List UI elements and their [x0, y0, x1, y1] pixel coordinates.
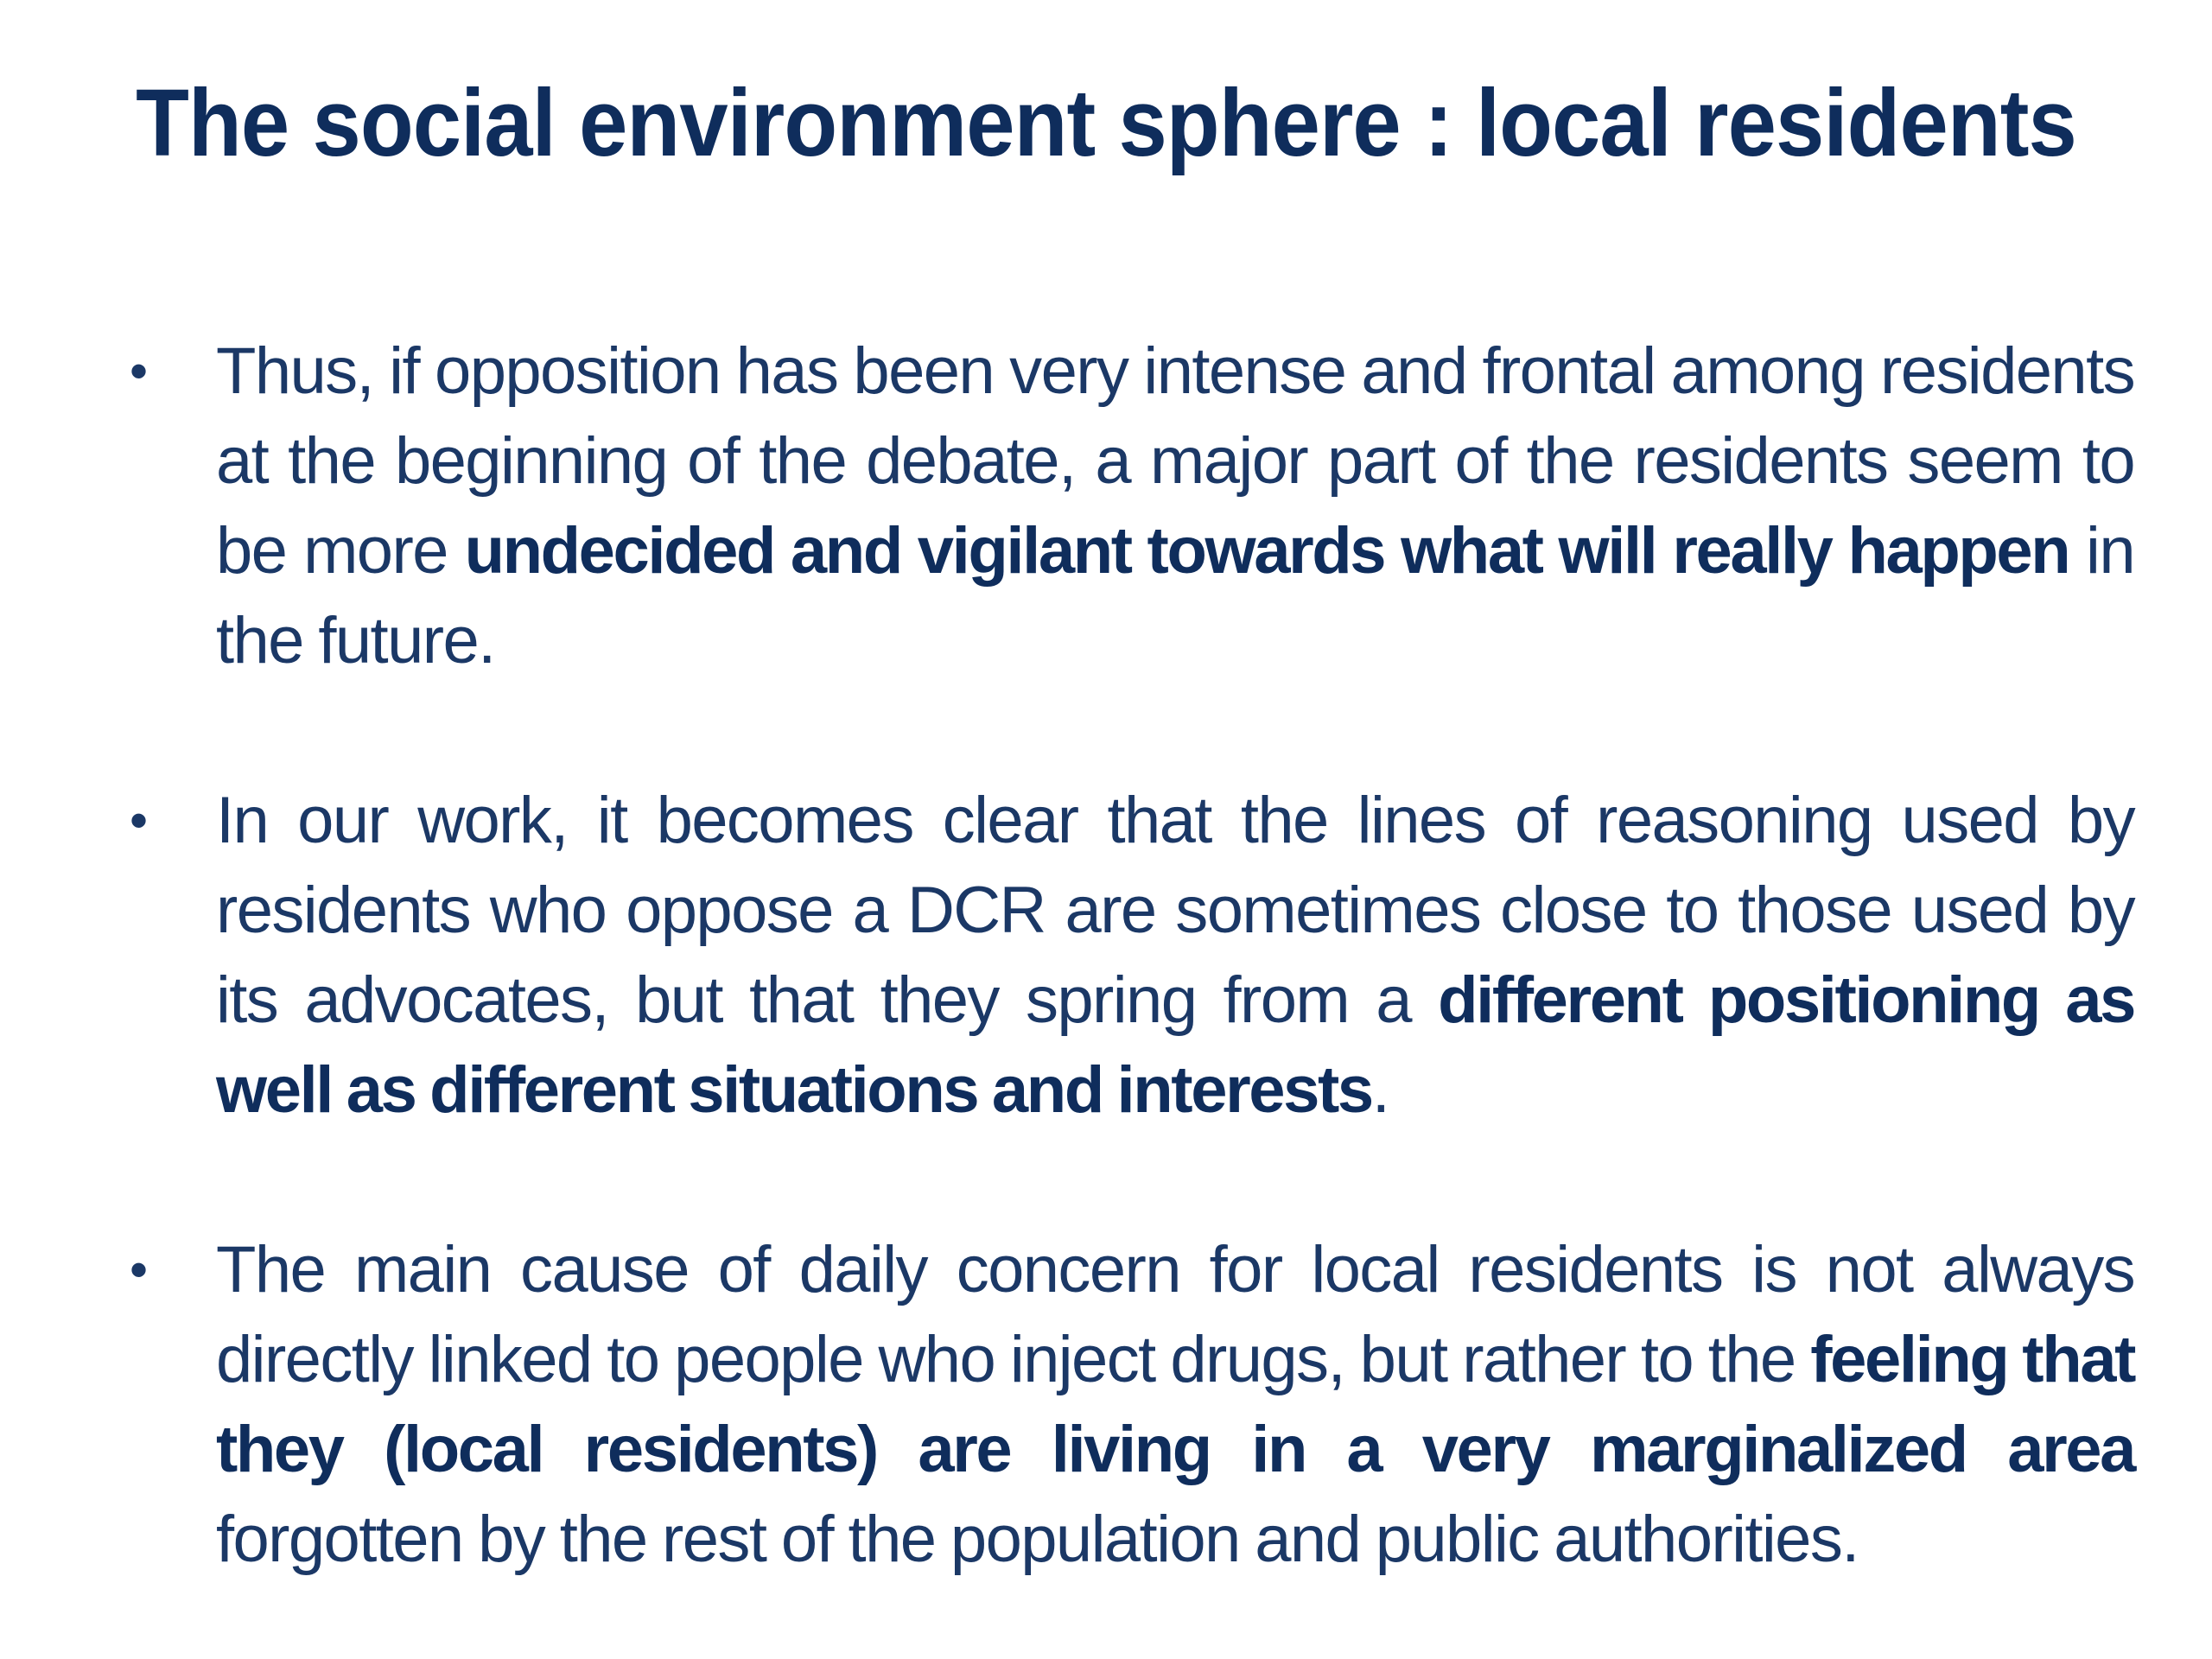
- bullet-emphasis: feeling that they (local residents) are living in a very marginalized area: [216, 1323, 2134, 1486]
- bullet-item: [130, 776, 2134, 1135]
- bullet-text: The main cause of daily concern for local residents is not always directly linked to people who inject drugs, but rather to the: [216, 1233, 2134, 1396]
- bullet-marker-icon: •: [130, 791, 147, 849]
- bullet-marker-icon: •: [130, 342, 147, 400]
- slide-title: The social environment sphere : local residents: [136, 70, 2076, 176]
- bullet-marker-icon: •: [130, 1241, 147, 1299]
- bullet-text: Thus, if opposition has been very intense and frontal among residents at the beginning of the debate, a major part of the residents seem to be more: [216, 334, 2134, 588]
- bullet-item: [130, 1225, 2134, 1585]
- bullet-text: forgotten by the rest of the population and public authorities.: [216, 1503, 1859, 1576]
- bullet-emphasis: different positioning as well as different situations and interests: [216, 963, 2134, 1127]
- bullet-emphasis: undecided and vigilant towards what will really happen: [464, 514, 2069, 588]
- bullet-item: [130, 327, 2135, 686]
- bullet-text: .: [1371, 1053, 1389, 1127]
- bullet-text: In our work, it becomes clear that the lines of reasoning used by residents who oppose a DCR are sometimes close to those used by its advocates, but that they spring from a: [216, 784, 2134, 1037]
- bullet-text: in the future.: [216, 514, 2135, 677]
